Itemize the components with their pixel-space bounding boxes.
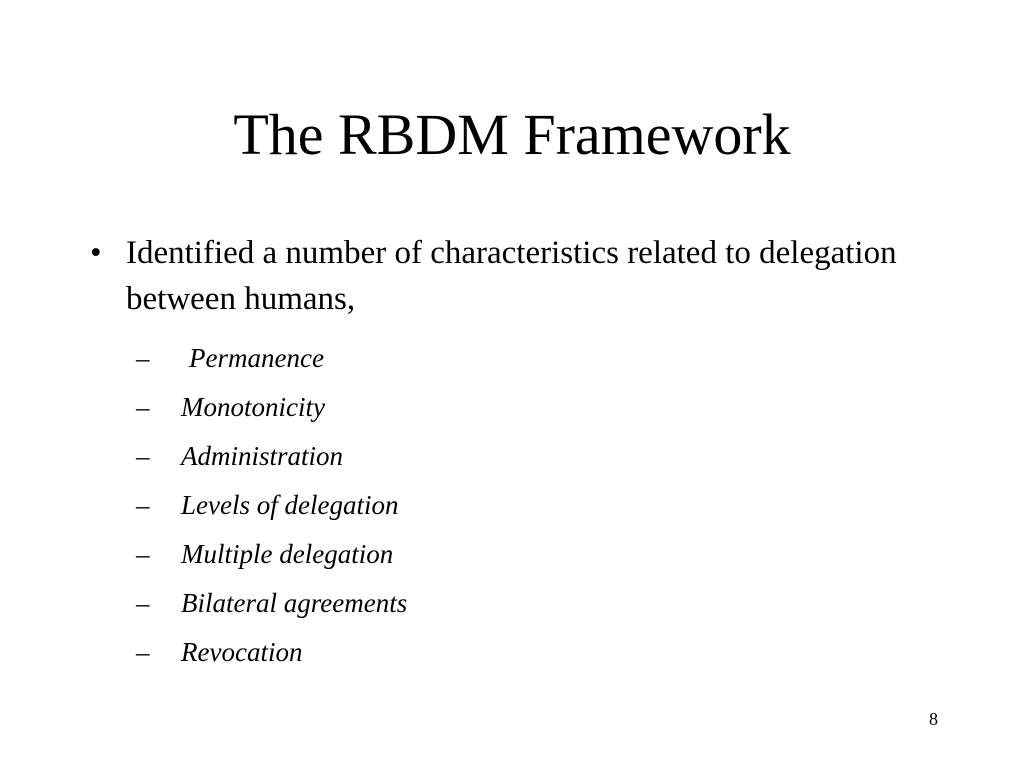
bullet-marker: • — [90, 235, 102, 271]
dash-marker: – — [136, 539, 150, 569]
dash-marker: – — [136, 392, 150, 422]
dash-marker: – — [136, 441, 150, 471]
sub-item-monotonicity — [136, 383, 950, 432]
sub-item-bilateral-agreements — [136, 579, 950, 628]
dash-marker: – — [136, 343, 150, 373]
sub-item-label: Levels of delegation — [181, 490, 399, 520]
sub-item-revocation — [136, 628, 950, 677]
sub-item-label: Permanence — [189, 343, 324, 373]
bullet-item — [90, 230, 950, 677]
slide-title: The RBDM Framework — [233, 102, 791, 167]
sub-item-label: Monotonicity — [181, 392, 325, 422]
bullet-text: Identified a number of characteristics related to delegation between humans, — [126, 235, 897, 317]
dash-marker: – — [136, 637, 150, 667]
sub-item-multiple-delegation — [136, 530, 950, 579]
sub-item-levels-of-delegation — [136, 481, 950, 530]
sub-item-label: Multiple delegation — [181, 539, 394, 569]
sub-item-permanence — [136, 334, 950, 383]
sub-item-label: Bilateral agreements — [181, 588, 408, 618]
sub-item-label: Administration — [181, 441, 344, 471]
sub-item-label: Revocation — [181, 637, 303, 667]
sub-list — [126, 334, 950, 677]
dash-marker: – — [136, 490, 150, 520]
dash-marker: – — [136, 588, 150, 618]
bullet-list — [90, 230, 950, 677]
page-number: 8 — [929, 709, 938, 729]
sub-item-administration — [136, 432, 950, 481]
